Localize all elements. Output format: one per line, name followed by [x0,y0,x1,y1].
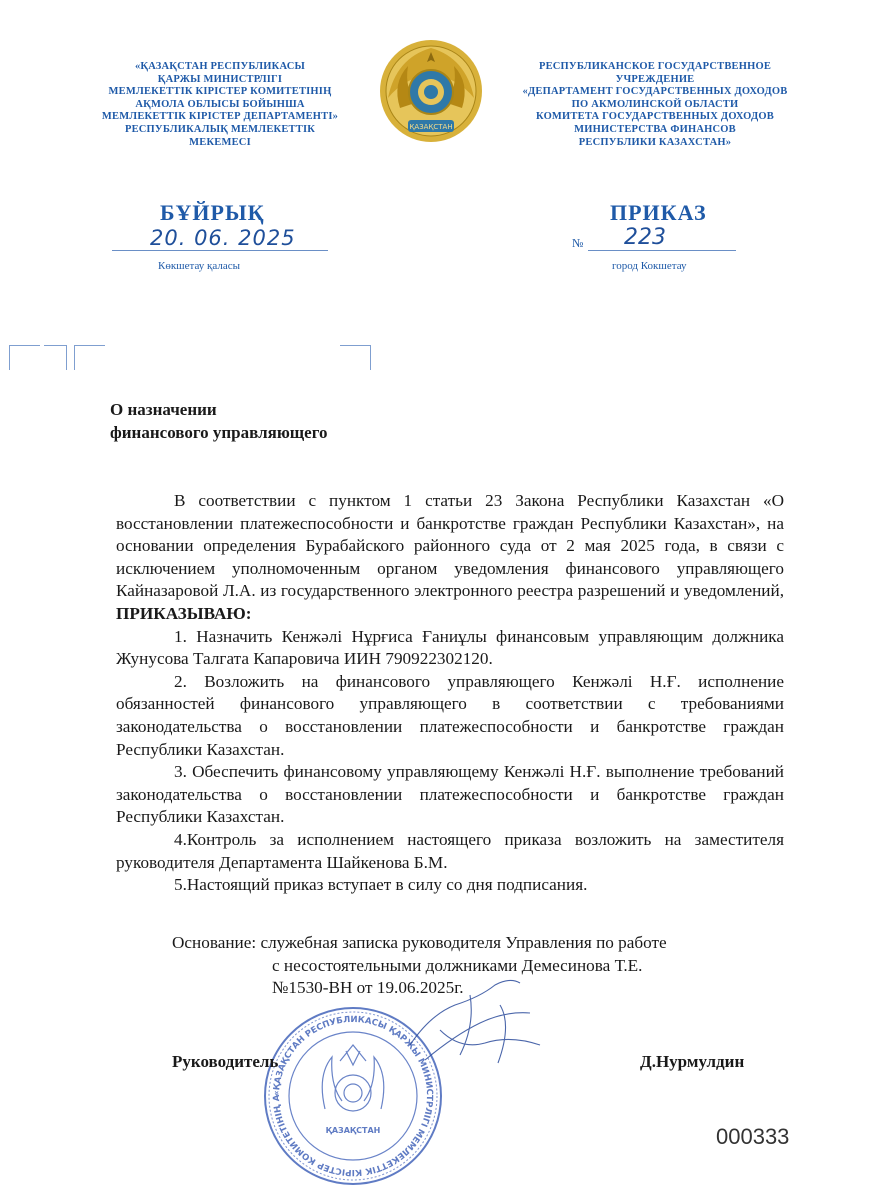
basis-line-1: служебная записка руководителя Управления по работе [260,933,667,952]
order-item: 4.Контроль за исполнением настоящего приказа возложить на заместителя руководителя Департамента Шайкенова Б.М. [116,829,784,872]
header-right-ru [500,61,810,149]
basis-first-line [172,932,792,955]
header-left-line: «ҚАЗАҚСТАН РЕСПУБЛИКАСЫ [134,61,306,72]
order-number: 223 [624,225,666,250]
preamble-paragraph [116,490,784,626]
order-item: 5.Настоящий приказ вступает в силу со дня подписания. [174,875,588,895]
stamp-center-text: ҚАЗАҚСТАН [325,1126,381,1135]
stamp-ring-text: «ҚАЗАҚСТАН РЕСПУБЛИКАСЫ ҚАРЖЫ МИНИСТРЛІГІ МЕМЛЕКЕТТІК КІРІСТЕР КОМИТЕТІНІҢ А [271,1014,435,1178]
header-left-line: МЕКЕМЕСІ [189,136,251,148]
header-left-line: АҚМОЛА ОБЛЫСЫ БОЙЫНША [135,98,305,110]
subject-line-1: О назначении [110,400,217,419]
header-right-line: «ДЕПАРТАМЕНТ ГОСУДАРСТВЕННЫХ ДОХОДОВ [522,86,788,98]
order-item: 1. Назначить Кенжәлі Нұрғиса Ғаниұлы финансовым управляющим должника Жунусова Талгата Капаровича ИИН 790922302120. [116,626,784,669]
corner-bracket [340,345,371,370]
header-right-line: РЕСПУБЛИКИ КАЗАХСТАН» [578,136,732,148]
signatory-name: Д.Нурмулдин [640,1052,745,1071]
handwritten-signature [400,975,550,1075]
command-word: ПРИКАЗЫВАЮ: [116,603,252,623]
subject-title [110,398,328,444]
header-right-line: ПО АКМОЛИНСКОЙ ОБЛАСТИ [571,98,739,110]
number-prefix: № [572,236,584,250]
header-right-line: МИНИСТЕРСТВА ФИНАНСОВ [574,123,736,135]
basis-line-3: №1530-ВН от 19.06.2025г. [272,978,464,998]
number-line [588,250,736,251]
order-date: 20. 06. 2025 [150,226,296,250]
city-ru: город Кокшетау [612,260,687,272]
header-right-line: КОМИТЕТА ГОСУДАРСТВЕННЫХ ДОХОДОВ [536,111,774,123]
header-right-line: РЕСПУБЛИКАНСКОЕ ГОСУДАРСТВЕННОЕ [538,61,772,72]
corner-bracket [74,345,105,370]
subject-line-2: финансового управляющего [110,423,328,442]
state-emblem [378,38,484,144]
order-item: 2. Возложить на финансового управляющего Кенжәлі Н.Ғ. исполнение обязанностей финансового управляющего в соответствии с требованиями законодательства о восстановлении платежеспособности и банкротстве граждан Республики Казахстан. [116,671,784,759]
order-item: 3. Обеспечить финансовому управляющему Кенжәлі Н.Ғ. выполнение требований законодательства о восстановлении платежеспособности и банкротстве граждан Республики Казахстан. [116,762,784,827]
preamble-text: В соответствии с пунктом 1 статьи 23 Закона Республики Казахстан «О восстановлении платежеспособности и банкротстве граждан Республики Казахстан», на основании определения Бурабайского районного суда от 2 мая 2025 года, в связи с исключением уполномоченным органом уведомления финансового управляющего Кайназаровой Л.А. из государственного электронного реестра разрешений и уведомлений, [116,491,784,601]
signatory-position: Руководитель [172,1052,279,1071]
header-left-line: РЕСПУБЛИКАЛЫҚ МЕМЛЕКЕТТІК [124,123,316,135]
header-left-line: МЕМЛЕКЕТТІК КІРІСТЕР КОМИТЕТІНІҢ [108,86,332,98]
order-title-ru: ПРИКАЗ [610,200,707,225]
corner-bracket [9,345,40,370]
emblem-icon [378,38,484,144]
emblem-text: ҚАЗАҚСТАН [409,123,453,131]
header-left-line: ҚАРЖЫ МИНИСТРЛІГІ [157,73,283,85]
basis-label: Основание: [172,933,257,952]
order-body [116,490,784,897]
header-left-line: МЕМЛЕКЕТТІК КІРІСТЕР ДЕПАРТАМЕНТІ» [101,111,339,123]
header-right-line: УЧРЕЖДЕНИЕ [615,73,695,85]
corner-bracket [44,345,67,370]
city-kz: Көкшетау қаласы [158,260,241,272]
header-left-kz [70,61,370,149]
signature-icon [400,975,550,1075]
order-title-kz: БҰЙРЫҚ [160,200,265,225]
document-number: 000333 [716,1124,790,1149]
date-line [112,250,328,251]
basis-line-2: с несостоятельными должниками Демесинова Т.Е. [272,955,643,975]
